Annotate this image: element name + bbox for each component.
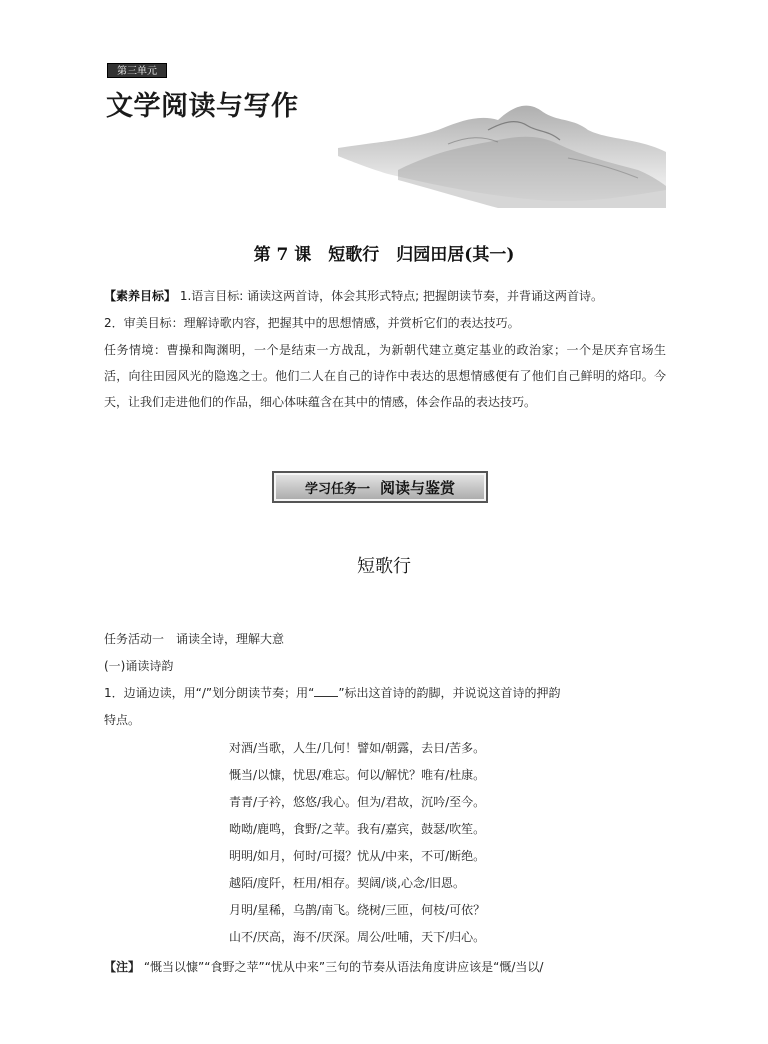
poem-line: 明明/如月，何时/可掇？忧从/中来，不可/断绝。 <box>229 849 486 863</box>
poem-line: 慨当/以慷，忧思/难忘。何以/解忧？唯有/杜康。 <box>229 768 486 782</box>
activity-heading: 任务活动一 诵读全诗，理解大意 <box>104 632 285 646</box>
task-banner-title: 阅读与鉴赏 <box>380 478 456 497</box>
poem-line: 对酒/当歌，人生/几何！譬如/朝露，去日/苦多。 <box>229 741 486 755</box>
poem-line: 青青/子衿，悠悠/我心。但为/君故，沉吟/至今。 <box>229 795 486 809</box>
task-banner <box>272 471 488 503</box>
poem-line: 越陌/度阡，枉用/相存。契阔/谈,心念/旧恩。 <box>229 876 465 890</box>
task-banner-label: 学习任务一 <box>304 481 370 497</box>
mountain-illustration <box>338 100 666 208</box>
lesson-title: 第 7 课 短歌行 归园田居(其一) <box>253 245 515 265</box>
goals-line-2: 2．审美目标：理解诗歌内容，把握其中的思想情感，并赏析它们的表达技巧。 <box>104 316 520 330</box>
note-tag: 【注】 <box>104 960 141 974</box>
note-text: “慨当以慷”“食野之苹”“忧从中来”三句的节奏从语法角度讲应该是“慨/当以/ <box>140 960 544 974</box>
question-1-part-1: 1．边诵边读，用“/”划分朗读节奏；用“ <box>104 686 315 700</box>
question-1 <box>104 684 561 701</box>
poem-line: 山不/厌高，海不/厌深。周公/吐哺，天下/归心。 <box>229 930 486 944</box>
poem-line: 呦呦/鹿鸣，食野/之苹。我有/嘉宾，鼓瑟/吹笙。 <box>229 822 486 836</box>
question-1-continued: 特点。 <box>104 713 141 727</box>
note-line <box>104 958 543 975</box>
underline-blank <box>314 686 338 697</box>
question-1-part-2: ”标出这首诗的韵脚，并说说这首诗的押韵 <box>338 686 561 700</box>
unit-badge: 第三单元 <box>107 63 167 78</box>
goals-text-1: 1.语言目标: 诵读这两首诗，体会其形式特点; 把握朗读节奏，并背诵这两首诗。 <box>176 289 603 303</box>
unit-title: 文学阅读与写作 <box>106 91 299 122</box>
goals-line-1 <box>104 283 666 309</box>
activity-subheading: (一)诵读诗韵 <box>104 659 174 673</box>
poem-title: 短歌行 <box>357 556 411 577</box>
scenario-paragraph: 任务情境：曹操和陶渊明，一个是结束一方战乱，为新朝代建立奠定基业的政治家；一个是厌弃官场生活，向往田园风光的隐逸之士。他们二人在自己的诗作中表达的思想情感便有了他们自己鲜明的烙印。今天，让我们走进他们的作品，细心体味蕴含在其中的情感，体会作品的表达技巧。 <box>104 343 666 409</box>
goals-tag: 【素养目标】 <box>104 289 177 303</box>
poem-line: 月明/星稀，乌鹊/南飞。绕树/三匝，何枝/可依？ <box>229 903 486 917</box>
